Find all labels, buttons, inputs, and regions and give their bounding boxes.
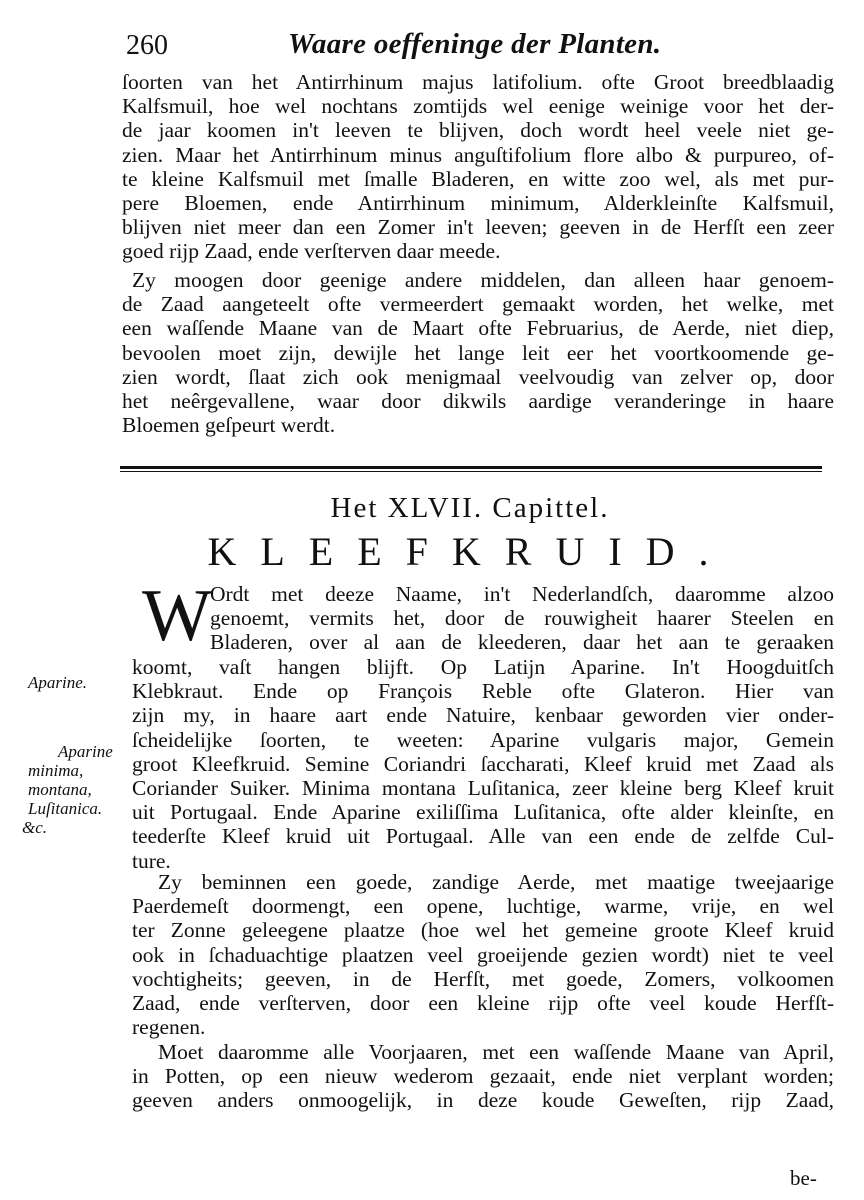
text-line: Zy beminnen een goede, zandige Aerde, met maatige tweejaarige bbox=[158, 870, 834, 894]
chapter-heading: Het XLVII. Capittel. bbox=[330, 492, 610, 524]
page-number: 260 bbox=[126, 30, 168, 61]
text-line: genoemt, vermits het, door de rouwigheit haarer Steelen en bbox=[210, 606, 834, 631]
text-line: de Zaad aangeteelt ofte vermeerdert gemaakt worden, het welke, met bbox=[122, 292, 834, 317]
paragraph-intro bbox=[132, 655, 834, 873]
margin-note-aparine: Aparine. bbox=[28, 673, 88, 692]
text-line: blijven niet meer dan een Zomer in't leeven; geeven in de Herfſt een zeer bbox=[122, 215, 834, 240]
paragraph-antirrhinum bbox=[122, 70, 834, 264]
text-line: Coriander Suiker. Minima montana Luſitanica, zeer kleine berg Kleef kruit bbox=[132, 776, 834, 801]
drop-cap: W bbox=[142, 575, 212, 657]
text-line: vochtigheits; geeven, in de Herfſt, met goede, Zomers, volkoomen bbox=[132, 966, 834, 991]
text-line: pere Bloemen, ende Antirrhinum minimum, Alderkleinſte Kalfsmuil, bbox=[122, 191, 834, 216]
text-line: een waſſende Maane van de Maart ofte Februarius, de Aerde, niet diep, bbox=[122, 316, 834, 341]
text-line: koomt, vaſt hangen blijft. Op Latijn Aparine. In't Hoogduitſch bbox=[132, 655, 834, 679]
paragraph-soil bbox=[132, 870, 834, 1039]
text-line: Moet daaromme alle Voorjaaren, met een waſſende Maane van April, bbox=[158, 1040, 834, 1064]
text-line: teederſte Kleef kruid uit Portugaal. Alle van een ende de zelfde Cul- bbox=[132, 824, 834, 849]
margin-note-line: minima, bbox=[28, 761, 84, 780]
text-line: in Potten, op een nieuw wederom gezaait, ende niet verplant worden; bbox=[132, 1064, 834, 1089]
margin-note-species bbox=[22, 742, 113, 837]
page-header bbox=[120, 26, 820, 66]
margin-note-line: &c. bbox=[22, 818, 48, 837]
text-line: Bloemen geſpeurt werdt. bbox=[122, 413, 336, 438]
text-line: ſcheidelijke ſoorten, te weeten: Aparine vulgaris major, Gemein bbox=[132, 727, 834, 752]
catchword: be- bbox=[790, 1166, 817, 1190]
chapter-title: KLEEFKRUID. bbox=[207, 529, 733, 574]
text-line: Ordt met deeze Naame, in't Nederlandſch, daaromme alzoo bbox=[210, 582, 834, 606]
text-line: het neêrgevallene, waar door dikwils aardige veranderinge in haare bbox=[122, 389, 834, 414]
text-line: Bladeren, over al aan de kleederen, daar het aan te geraaken bbox=[210, 630, 834, 655]
paragraph-sowing bbox=[132, 1040, 834, 1113]
text-line: groot Kleefkruid. Semine Coriandri ſaccharati, Kleef kruid met Zaad als bbox=[132, 751, 834, 776]
margin-note-line: montana, bbox=[28, 780, 92, 799]
text-line: Klebkraut. Ende op François Reble ofte Glateron. Hier van bbox=[132, 679, 834, 704]
paragraph-intro-first bbox=[210, 582, 834, 655]
text-line: ook in ſchaduachtige plaatzen veel groeijende gezien wordt) niet te veel bbox=[132, 942, 834, 967]
text-line: de jaar koomen in't leeven te blijven, doch wordt heel veele niet ge- bbox=[122, 118, 834, 143]
section-divider-thin bbox=[120, 471, 822, 472]
margin-note-line: Luſitanica. bbox=[28, 799, 103, 818]
text-line: zijn my, in haare aart ende Natuire, kenbaar geworden vier onder- bbox=[132, 703, 834, 728]
paragraph-propagation bbox=[122, 268, 834, 438]
text-line: bevoolen moet zijn, dewijle het lange leit eer het voortkoomende ge- bbox=[122, 340, 834, 365]
margin-note-line: Aparine bbox=[58, 742, 113, 761]
text-line: zien wordt, ſlaat zich ook menigmaal veelvoudig van zelver op, door bbox=[122, 364, 834, 389]
running-head: Waare oeffeninge der Planten. bbox=[288, 28, 662, 60]
section-divider bbox=[120, 466, 822, 469]
text-line: ter Zonne geleegene plaatze (hoe wel het gemeine groote Kleef kruid bbox=[132, 918, 834, 943]
text-line: zien. Maar het Antirrhinum minus anguſtifolium flore albo & purpureo, of- bbox=[122, 142, 834, 167]
text-line: Zaad, ende verſterven, door een kleine rijp ofte veel koude Herfſt- bbox=[132, 991, 834, 1016]
text-line: Zy moogen door geenige andere middelen, dan alleen haar genoem- bbox=[132, 268, 834, 292]
text-line: goed rijp Zaad, ende verſterven daar meede. bbox=[122, 239, 501, 264]
text-line: te kleine Kalfsmuil met ſmalle Bladeren, en witte zoo wel, als met pur- bbox=[122, 166, 834, 191]
text-line: ture. bbox=[132, 848, 171, 873]
text-line: ſoorten van het Antirrhinum majus latifolium. ofte Groot breedblaadig bbox=[122, 70, 834, 94]
text-line: Paerdemeſt doormengt, een opene, luchtige, warme, vrije, en wel bbox=[132, 894, 834, 919]
text-line: geeven anders onmoogelijk, in deze koude Geweſten, rijp Zaad, bbox=[132, 1088, 834, 1113]
text-line: uit Portugaal. Ende Aparine exiliſſima Luſitanica, ofte alder kleinſte, en bbox=[132, 800, 834, 825]
text-line: regenen. bbox=[132, 1015, 206, 1040]
text-line: Kalfsmuil, hoe wel nochtans zomtijds wel eenige weinige voor het der- bbox=[122, 94, 834, 119]
